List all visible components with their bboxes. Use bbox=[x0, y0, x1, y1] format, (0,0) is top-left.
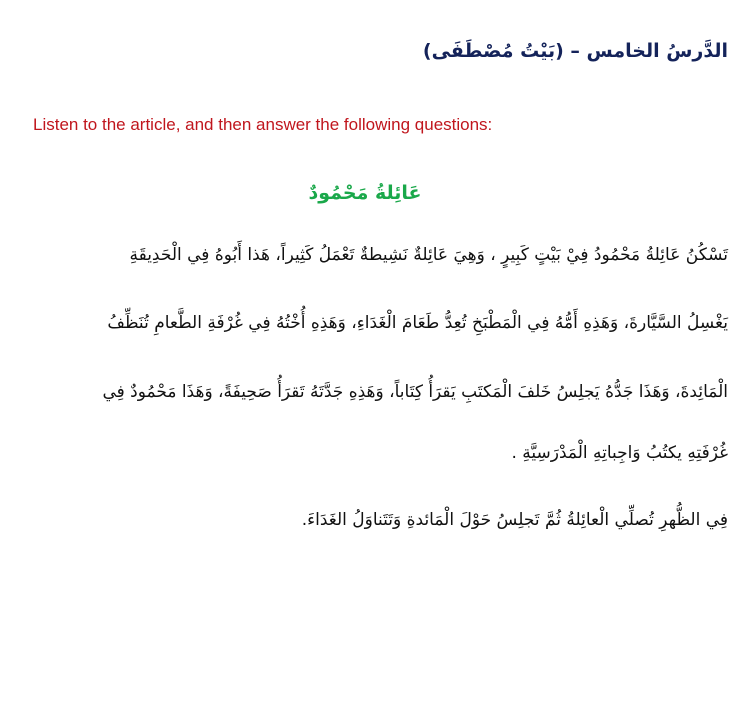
article-paragraph-line: تَسْكُنُ عَائِلةُ مَحْمُودُ فِيْ بَيْتٍ كَبِيرٍ ، وَهِيَ عَائِلةٌ نَشِيطةٌ تَعْمَلُ كَثِيراً، هَذا أَبُوهُ فِي الْحَدِيقَةِ bbox=[129, 245, 728, 265]
article-paragraph-line: فِي الظُّهرِ تُصلِّي الْعائِلةُ ثُمَّ تَجلِسُ حَوْلَ الْمَائدةِ وَتَتَناوَلُ الغَدَاءَ. bbox=[301, 510, 728, 530]
article-paragraph-line: الْمَائِدةَ، وَهَذَا جَدُّهُ يَجلِسُ خَلفَ الْمَكتَبِ يَقرَأُ كِتَاباً، وَهَذِهِ جَدَّتَهُ تَقرَأُ صَحِيفَةً، وَهَذَا مَحْمُودٌ فِي bbox=[102, 382, 728, 402]
article-title: عَائِلةُ مَحْمُودٌ bbox=[308, 182, 422, 204]
article-paragraph-line: غُرْفَتِهِ يكتُبُ وَاجِباتِهِ الْمَدْرَسِيَّةِ . bbox=[511, 443, 728, 463]
article-paragraph-line: يَغْسِلُ السَّيَّارةَ، وَهَذِهِ أَمُّهُ فِي الْمَطْبَخِ تُعِدُّ طَعَامَ الْغَدَاءِ، وَهَذِهِ أُخْتُهُ فِي غُرْفَةِ الطَّعامِ تُنَظِّفُ bbox=[107, 313, 728, 333]
listening-instruction: Listen to the article, and then answer the following questions: bbox=[33, 115, 493, 134]
lesson-title: الدَّرسُ الخامس – (بَيْتُ مُصْطَفَى) bbox=[422, 40, 728, 62]
